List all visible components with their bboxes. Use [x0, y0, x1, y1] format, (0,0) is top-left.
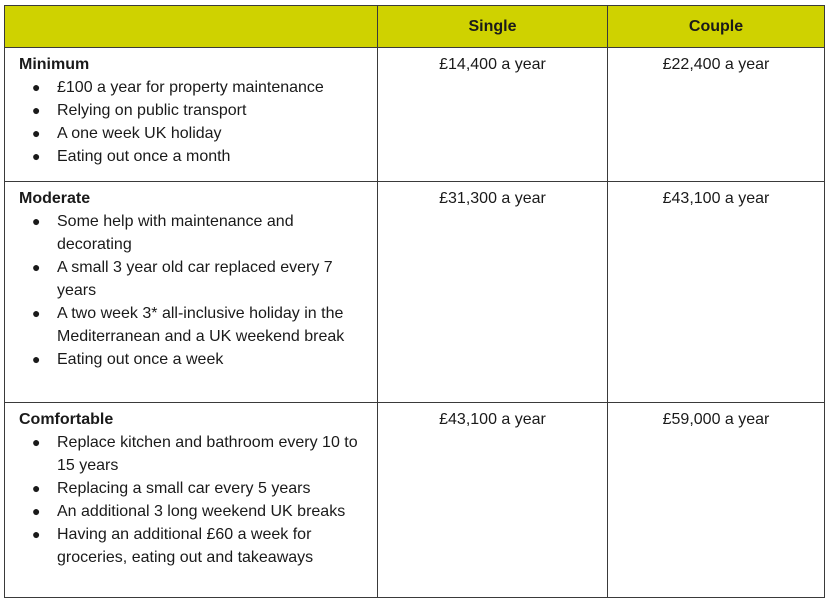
description-cell: [5, 182, 378, 403]
retirement-standards-table-wrapper: [4, 5, 825, 598]
header-cell-empty: [5, 6, 378, 48]
list-item: [32, 348, 371, 371]
bullet-icon: ●: [32, 503, 41, 519]
bullet-icon: ●: [32, 526, 41, 542]
list-item: [32, 145, 371, 168]
list-item: [32, 431, 371, 477]
bullet-icon: ●: [32, 79, 41, 95]
description-cell: [5, 403, 378, 598]
list-item: [32, 500, 371, 523]
header-cell-single: Single: [378, 6, 608, 48]
bullet-icon: ●: [32, 125, 41, 141]
table-row-moderate: [5, 182, 825, 403]
bullet-list: [19, 210, 371, 371]
retirement-standards-table: [4, 5, 825, 598]
description-cell: [5, 48, 378, 182]
single-amount-cell: £14,400 a year: [378, 48, 608, 182]
row-title: Minimum: [19, 56, 90, 73]
bullet-icon: ●: [32, 434, 41, 450]
list-item: [32, 302, 371, 348]
list-item-text: Having an additional £60 a week for groceries, eating out and takeaways: [57, 526, 314, 566]
header-cell-couple: Couple: [608, 6, 825, 48]
table-row-minimum: [5, 48, 825, 182]
list-item-text: A two week 3* all-inclusive holiday in the Mediterranean and a UK weekend break: [57, 305, 345, 345]
list-item: [32, 523, 371, 569]
bullet-icon: ●: [32, 480, 41, 496]
list-item: [32, 256, 371, 302]
couple-amount-cell: £22,400 a year: [608, 48, 825, 182]
bullet-icon: ●: [32, 102, 41, 118]
list-item: [32, 122, 371, 145]
single-amount-cell: £31,300 a year: [378, 182, 608, 403]
list-item-text: An additional 3 long weekend UK breaks: [57, 503, 346, 520]
header-row: [5, 6, 825, 48]
list-item: [32, 76, 371, 99]
bullet-list: [19, 431, 371, 569]
bullet-icon: ●: [32, 259, 41, 275]
bullet-icon: ●: [32, 305, 41, 321]
bullet-icon: ●: [32, 213, 41, 229]
list-item-text: Replacing a small car every 5 years: [57, 480, 311, 497]
list-item: [32, 99, 371, 122]
list-item-text: Replace kitchen and bathroom every 10 to 15 years: [57, 434, 358, 474]
list-item-text: £100 a year for property maintenance: [57, 79, 324, 96]
list-item-text: A small 3 year old car replaced every 7 years: [57, 259, 333, 299]
row-title: Moderate: [19, 190, 91, 207]
row-title: Comfortable: [19, 411, 114, 428]
bullet-icon: ●: [32, 148, 41, 164]
list-item: [32, 477, 371, 500]
couple-amount-cell: £59,000 a year: [608, 403, 825, 598]
single-amount-cell: £43,100 a year: [378, 403, 608, 598]
couple-amount-cell: £43,100 a year: [608, 182, 825, 403]
list-item-text: Some help with maintenance and decorating: [57, 213, 294, 253]
bullet-icon: ●: [32, 351, 41, 367]
table-row-comfortable: [5, 403, 825, 598]
list-item-text: Relying on public transport: [57, 102, 247, 119]
list-item-text: Eating out once a week: [57, 351, 224, 368]
list-item-text: A one week UK holiday: [57, 125, 222, 142]
list-item: [32, 210, 371, 256]
list-item-text: Eating out once a month: [57, 148, 231, 165]
bullet-list: [19, 76, 371, 168]
